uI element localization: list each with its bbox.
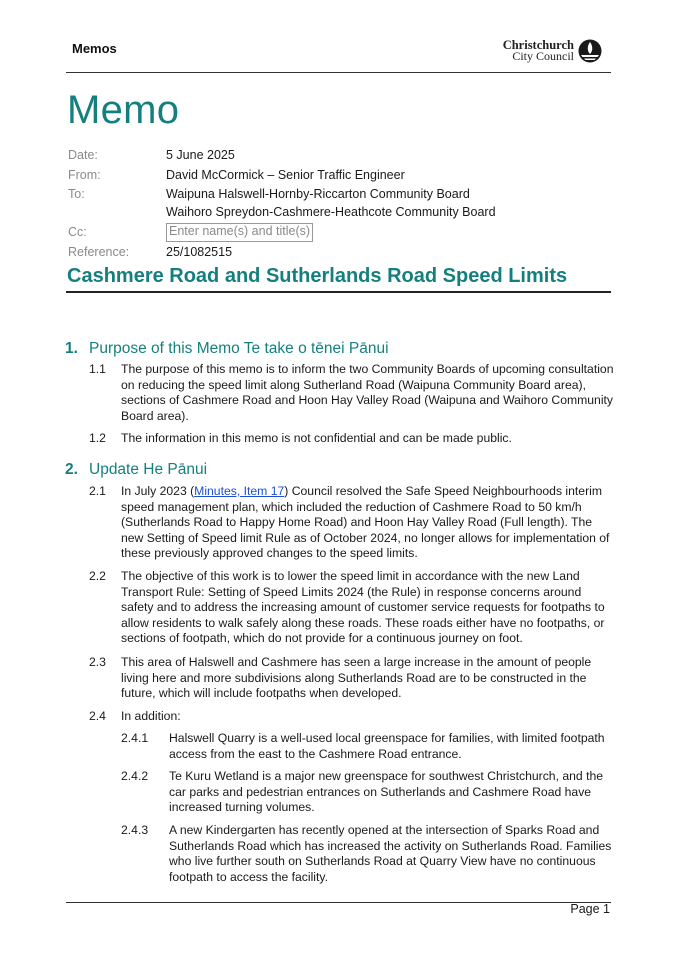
minutes-item-17-link[interactable]: Minutes, Item 17 (194, 484, 285, 498)
paragraph-text: The purpose of this memo is to inform the two Community Boards of upcoming consultation on reducing the speed limit along Sutherland Road (Waipuna Community Board area), sections of Cashmere Road and Hoon Hay Valley Road (Waipuna and Waihoro Community Board area). (121, 362, 614, 423)
subject-divider (66, 291, 611, 293)
to-recipient-2: Waihoro Spreydon-Cashmere-Heathcote Community Board (166, 204, 496, 219)
paragraph-number: 2.1 (89, 484, 106, 498)
council-emblem-icon (578, 39, 602, 63)
paragraph-number: 1.2 (89, 431, 106, 445)
paragraph-number: 2.3 (89, 655, 106, 669)
paragraph-text-rest: ) Council resolved the Safe Speed Neighbourhoods interim speed management plan, which included the reduction of Cashmere Road to 50 km/h (Sutherlands Road to Happy Home Road) and Hoon Hay Valley Road (Full length). The new Setting of Speed limit Rule as of October 2024, no longer allows for implementation of these previously approved changes to the speed limits. (121, 484, 610, 561)
from-value: David McCormick – Senior Traffic Engineer (166, 168, 405, 182)
subparagraph-text: Te Kuru Wetland is a major new greenspace for southwest Christchurch, and the car parks and pedestrian entrances on Sutherlands and Cashmere Road have increased turning volumes. (169, 769, 604, 815)
paragraph-text: In addition: (121, 709, 181, 723)
reference-row (68, 243, 496, 262)
paragraph-number: 2.4 (89, 709, 106, 723)
paragraph-text: The information in this memo is not confidential and can be made public. (121, 431, 512, 445)
memo-subject: Cashmere Road and Sutherlands Road Speed Limits (67, 265, 568, 287)
paragraph-1-1 (89, 362, 614, 424)
paragraph-1-2 (89, 431, 614, 447)
reference-label: Reference: (68, 245, 130, 259)
subparagraph-number: 2.4.3 (121, 823, 149, 837)
footer-divider (66, 902, 611, 903)
to-row (68, 186, 496, 221)
logo-line-1: Christchurch (502, 38, 574, 52)
memo-metadata (68, 146, 496, 263)
date-value: 5 June 2025 (166, 148, 235, 162)
section-1-heading (65, 340, 389, 358)
paragraph-text: This area of Halswell and Cashmere has seen a large increase in the amount of people living here and more subdivisions along Sutherlands Road are to be constructed in the future, which will include footpaths when developed. (121, 655, 592, 701)
paragraph-text (121, 484, 614, 562)
subparagraph-text: A new Kindergarten has recently opened at the intersection of Sparks Road and Sutherlands Road which has increased the activity on Sutherlands Road. Families who live further south on Sutherlands Road at Quarry View have no continuous footpath to access the facility. (169, 823, 612, 884)
section-title: Purpose of this Memo Te take o tēnei Pānui (89, 340, 389, 357)
to-recipient-1: Waipuna Halswell-Hornby-Riccarton Community Board (166, 187, 470, 201)
paragraph-text-start: In July 2023 ( (121, 484, 195, 498)
council-logo (503, 39, 602, 63)
subparagraph-number: 2.4.2 (121, 769, 149, 783)
subparagraph-2-4-2 (121, 769, 616, 816)
paragraph-number: 2.2 (89, 569, 106, 583)
subparagraph-2-4-1 (121, 731, 616, 762)
memo-title: Memo (67, 88, 180, 132)
reference-value: 25/1082515 (166, 245, 233, 259)
header-divider (66, 72, 611, 73)
paragraph-2-3 (89, 655, 614, 702)
cc-input[interactable]: Enter name(s) and title(s) (166, 223, 313, 242)
date-row (68, 146, 496, 165)
paragraph-text: The objective of this work is to lower the speed limit in accordance with the new Land Transport Rule: Setting of Speed Limits 2024 (the Rule) in response concerns around safety and to address the increasing amount of customer service requests for footpaths to allow residents to walk safely along these roads. These roads either have no footpaths, or sections of footpath, which do not provide for a continuous journey on foot. (121, 569, 605, 646)
section-number: 2. (65, 461, 78, 478)
paragraph-2-4 (89, 709, 614, 725)
logo-line-2: City Council (512, 49, 574, 63)
from-row (68, 166, 496, 185)
section-2-heading (65, 461, 207, 479)
paragraph-2-2 (89, 569, 614, 647)
paragraph-number: 1.1 (89, 362, 106, 376)
cc-row (68, 223, 496, 242)
date-label: Date: (68, 148, 98, 162)
section-number: 1. (65, 340, 78, 357)
cc-label: Cc: (68, 225, 87, 239)
paragraph-2-1 (89, 484, 614, 562)
page-number: Page 1 (570, 902, 610, 916)
header-label: Memos (72, 41, 117, 56)
subparagraph-text: Halswell Quarry is a well-used local greenspace for families, with limited footpath access from the east to the Cashmere Road entrance. (169, 731, 605, 761)
subparagraph-2-4-3 (121, 823, 616, 885)
section-title: Update He Pānui (89, 461, 208, 478)
subparagraph-number: 2.4.1 (121, 731, 149, 745)
from-label: From: (68, 168, 101, 182)
to-label: To: (68, 187, 85, 201)
